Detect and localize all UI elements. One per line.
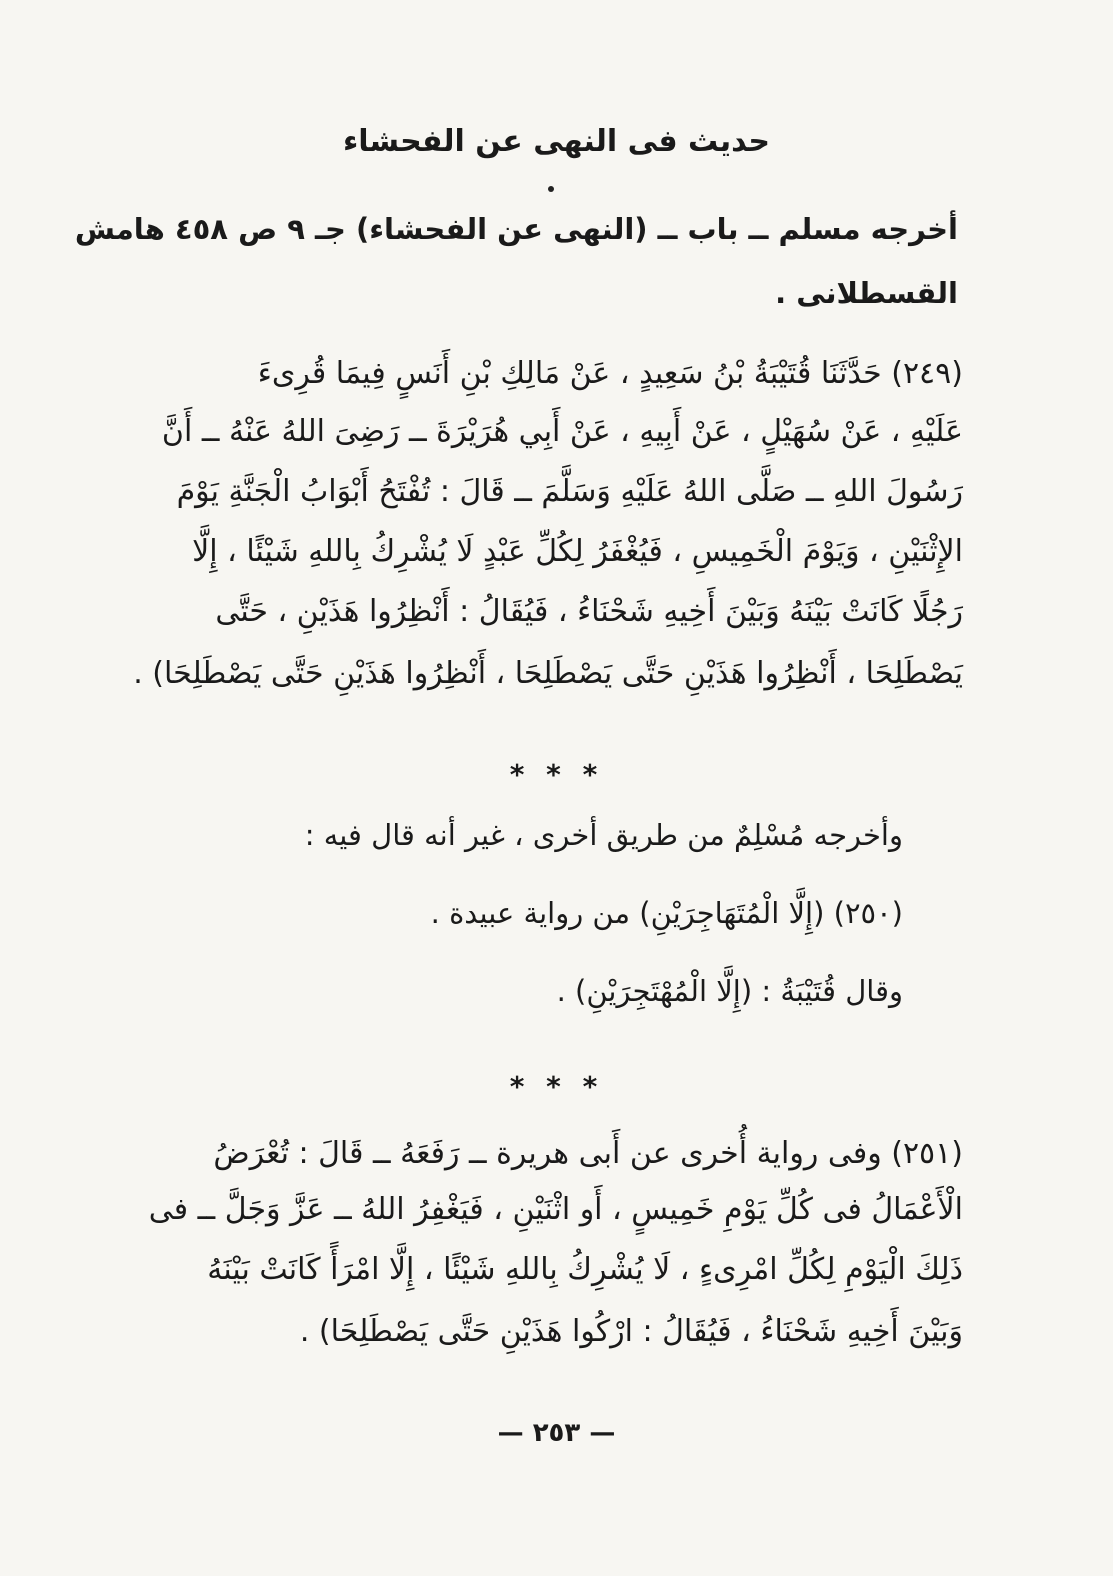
hadith-251-line-3: ذَلِكَ الْيَوْمِ لِكُلِّ امْرِىءٍ ، لَا يُشْرِكُ بِاللهِ شَيْئًا ، إِلَّا امْرَأً كَانَتْ بَيْنَهُ [207, 1252, 963, 1287]
hadith-249-line-3: رَسُولَ اللهِ ــ صَلَّى اللهُ عَلَيْهِ وَسَلَّمَ ــ قَالَ : تُفْتَحُ أَبْوَابُ الْجَنَّةِ يَوْمَ [176, 474, 963, 509]
source-line-2: القسطلانى . [775, 276, 958, 310]
hadith-251-line-2: الْأَعْمَالُ فى كُلِّ يَوْمِ خَمِيسٍ ، أَو اثْنَيْنِ ، فَيَغْفِرُ اللهُ ــ عَزَّ وَجَلَّ ــ فى [148, 1192, 963, 1227]
page-title: حديث فى النهى عن الفحشاء [342, 124, 771, 159]
note-line-1: وأخرجه مُسْلِمٌ من طريق أخرى ، غير أنه قال فيه : [304, 818, 903, 852]
hadith-249-line-4: الإِثْنَيْنِ ، وَيَوْمَ الْخَمِيسِ ، فَيُغْفَرُ لِكُلِّ عَبْدٍ لَا يُشْرِكُ بِاللهِ شَيْئًا ، إِلَّا [192, 534, 963, 569]
separator-stars-1: * * * [509, 758, 604, 791]
separator-stars-2: * * * [509, 1070, 604, 1103]
hadith-249-line-6: يَصْطَلِحَا ، أَنْظِرُوا هَذَيْنِ حَتَّى يَصْطَلِحَا ، أَنْظِرُوا هَذَيْنِ حَتَّى يَصْطَلِحَا) . [133, 656, 963, 691]
ornament-dot [548, 186, 554, 192]
source-line-1: أخرجه مسلم ــ باب ــ (النهى عن الفحشاء) جـ ٩ ص ٤٥٨ هامش [74, 212, 958, 246]
page-number: — ٢٥٣ — [497, 1418, 616, 1448]
hadith-249-line-2: عَلَيْهِ ، عَنْ سُهَيْلٍ ، عَنْ أَبِيهِ ، عَنْ أَبِي هُرَيْرَةَ ــ رَضِىَ اللهُ عَنْهُ ــ أَنَّ [161, 414, 963, 449]
hadith-249-line-1: (٢٤٩) حَدَّثَنَا قُتَيْبَةُ بْنُ سَعِيدٍ ، عَنْ مَالِكِ بْنِ أَنَسٍ فِيمَا قُرِىءَ [257, 356, 963, 391]
hadith-251-line-4: وَبَيْنَ أَخِيهِ شَحْنَاءُ ، فَيُقَالُ : ارْكُوا هَذَيْنِ حَتَّى يَصْطَلِحَا) . [299, 1314, 963, 1349]
hadith-249-line-5: رَجُلًا كَانَتْ بَيْنَهُ وَبَيْنَ أَخِيهِ شَحْنَاءُ ، فَيُقَالُ : أَنْظِرُوا هَذَيْنِ ، حَتَّى [215, 594, 963, 629]
hadith-251-line-1: (٢٥١) وفى رواية أُخرى عن أَبى هريرة ــ رَفَعَهُ ــ قَالَ : تُعْرَضُ [213, 1136, 963, 1171]
note-line-3: وقال قُتَيْبَةُ : (إِلَّا الْمُهْتَجِرَيْنِ) . [556, 974, 903, 1008]
note-line-2: (٢٥٠) (إِلَّا الْمُتَهَاجِرَيْنِ) من رواية عبيدة . [430, 896, 903, 930]
